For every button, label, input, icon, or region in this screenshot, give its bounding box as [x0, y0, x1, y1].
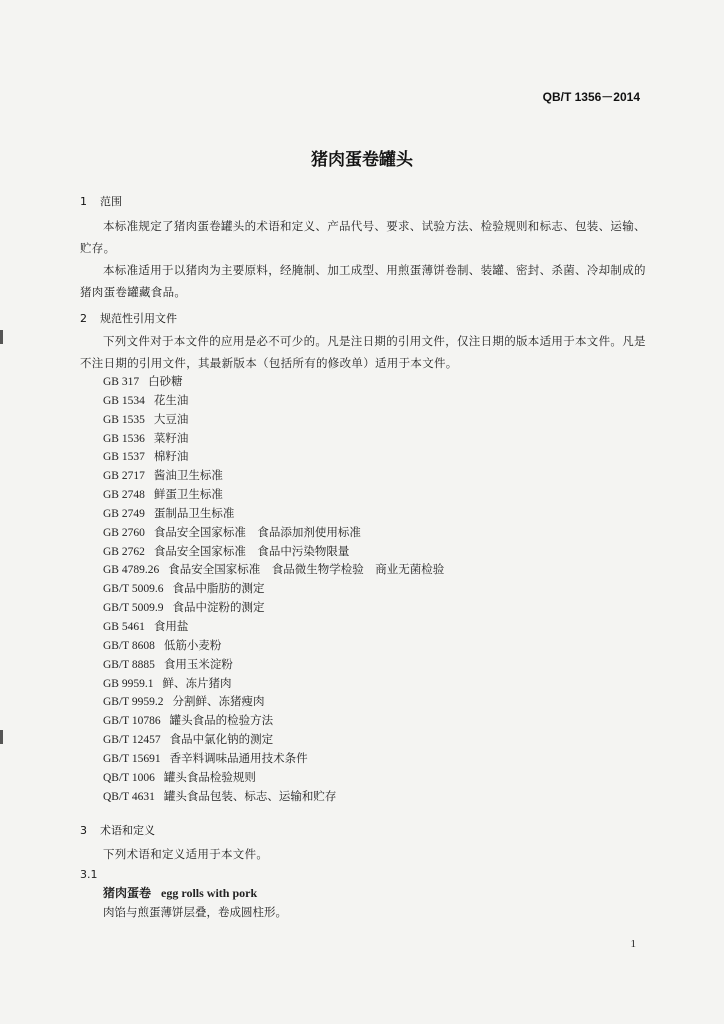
- term-number: 3.1: [80, 868, 98, 881]
- reference-item: [103, 617, 444, 636]
- reference-item: [103, 636, 444, 655]
- reference-item: [103, 429, 444, 448]
- reference-name: 白砂糖: [148, 374, 183, 388]
- reference-item: [103, 598, 444, 617]
- reference-code: GB 2760: [103, 526, 145, 539]
- reference-name: 大豆油: [153, 411, 189, 426]
- reference-code: GB/T 8608: [103, 639, 155, 652]
- scan-edge-mark: [0, 730, 3, 744]
- reference-code: QB/T 4631: [103, 790, 155, 803]
- reference-code: GB 2749: [103, 507, 145, 520]
- reference-item: [103, 466, 444, 485]
- reference-item: [103, 447, 444, 466]
- reference-item: [103, 372, 444, 391]
- reference-item: [103, 711, 444, 730]
- reference-code: GB 1534: [103, 394, 145, 407]
- reference-code: GB 9959.1: [103, 677, 154, 690]
- section-title: 术语和定义: [100, 824, 155, 837]
- section-title: 范围: [100, 195, 122, 208]
- reference-name: 食品中脂肪的测定: [172, 581, 265, 596]
- reference-code: GB 2717: [103, 470, 145, 483]
- reference-item: [103, 674, 444, 693]
- section-number: 1: [80, 195, 87, 208]
- reference-item: [103, 485, 444, 504]
- term-definition: 肉馅与煎蛋薄饼层叠，卷成圆柱形。: [103, 905, 287, 919]
- reference-name: 酱油卫生标准: [153, 468, 223, 483]
- reference-item: [103, 523, 444, 542]
- term-english: egg rolls with pork: [161, 886, 258, 900]
- scope-paragraph-2: 本标准适用于以猪肉为主要原料，经腌制、加工成型、用煎蛋薄饼卷制、装罐、密封、杀菌、冷却制成的猪肉蛋卷罐藏食品。: [80, 263, 646, 299]
- section-3-heading: [80, 822, 155, 838]
- reference-code: GB 1535: [103, 413, 145, 426]
- reference-code: GB/T 15691: [103, 752, 161, 765]
- reference-name: 食品安全国家标准 食品添加剂使用标准: [153, 524, 361, 539]
- reference-code: GB 2762: [103, 545, 145, 558]
- reference-name: 食品中氯化钠的测定: [169, 732, 274, 747]
- section-number: 3: [80, 824, 87, 837]
- reference-name: 菜籽油: [153, 430, 189, 445]
- reference-item: [103, 692, 444, 711]
- reference-name: 蛋制品卫生标准: [153, 505, 235, 520]
- reference-item: [103, 749, 444, 768]
- normative-references-intro: 下列文件对于本文件的应用是必不可少的。凡是注日期的引用文件，仅注日期的版本适用于本文件。凡是不注日期的引用文件，其最新版本（包括所有的修改单）适用于本文件。: [80, 334, 646, 370]
- reference-code: GB 1537: [103, 451, 145, 464]
- term-chinese: 猪肉蛋卷: [103, 886, 152, 900]
- reference-code: GB/T 9959.2: [103, 696, 164, 709]
- page-number: 1: [630, 938, 636, 950]
- reference-item: [103, 768, 444, 787]
- section-number: 2: [80, 312, 87, 325]
- reference-code: GB/T 10786: [103, 715, 161, 728]
- standard-code: QB/T 1356－2014: [542, 90, 640, 104]
- reference-name: 香辛料调味品通用技术条件: [169, 750, 308, 765]
- reference-item: [103, 560, 444, 579]
- section-title: 规范性引用文件: [100, 312, 177, 325]
- reference-code: GB 5461: [103, 620, 145, 633]
- reference-list: [103, 372, 444, 805]
- reference-name: 棉籽油: [153, 449, 189, 464]
- reference-code: GB/T 5009.9: [103, 602, 164, 615]
- reference-code: GB 317: [103, 376, 140, 388]
- reference-name: 食品安全国家标准 食品微生物学检验 商业无菌检验: [168, 562, 445, 577]
- reference-code: GB/T 5009.6: [103, 583, 164, 596]
- term-heading: [103, 884, 257, 901]
- reference-name: 低筋小麦粉: [163, 637, 222, 652]
- reference-code: GB/T 8885: [103, 658, 155, 671]
- reference-code: GB 1536: [103, 432, 145, 445]
- reference-item: [103, 730, 444, 749]
- reference-name: 食用盐: [153, 618, 189, 633]
- reference-name: 罐头食品检验规则: [163, 769, 256, 784]
- reference-code: QB/T 1006: [103, 771, 155, 784]
- scan-edge-mark: [0, 330, 3, 344]
- reference-code: GB 2748: [103, 489, 145, 502]
- reference-name: 食品中淀粉的测定: [172, 600, 265, 615]
- reference-name: 鲜蛋卫生标准: [153, 487, 223, 502]
- reference-code: GB 4789.26: [103, 564, 160, 577]
- reference-item: [103, 504, 444, 523]
- reference-item: [103, 655, 444, 674]
- reference-name: 分割鲜、冻猪瘦肉: [172, 694, 265, 709]
- reference-name: 鲜、冻片猪肉: [162, 675, 232, 690]
- section-2-heading: [80, 310, 177, 326]
- reference-item: [103, 391, 444, 410]
- reference-code: GB/T 12457: [103, 734, 161, 747]
- reference-name: 食用玉米淀粉: [163, 656, 233, 671]
- reference-item: [103, 579, 444, 598]
- reference-item: [103, 787, 444, 806]
- reference-item: [103, 410, 444, 429]
- reference-name: 罐头食品包装、标志、运输和贮存: [163, 788, 337, 803]
- scope-paragraph-1: 本标准规定了猪肉蛋卷罐头的术语和定义、产品代号、要求、试验方法、检验规则和标志、包装、运输、贮存。: [80, 219, 646, 255]
- reference-item: [103, 542, 444, 561]
- document-title: 猪肉蛋卷罐头: [311, 150, 413, 170]
- reference-name: 花生油: [153, 392, 189, 407]
- terms-intro: 下列术语和定义适用于本文件。: [103, 847, 269, 861]
- section-1-heading: [80, 193, 122, 209]
- reference-name: 罐头食品的检验方法: [169, 713, 274, 728]
- reference-name: 食品安全国家标准 食品中污染物限量: [153, 543, 350, 558]
